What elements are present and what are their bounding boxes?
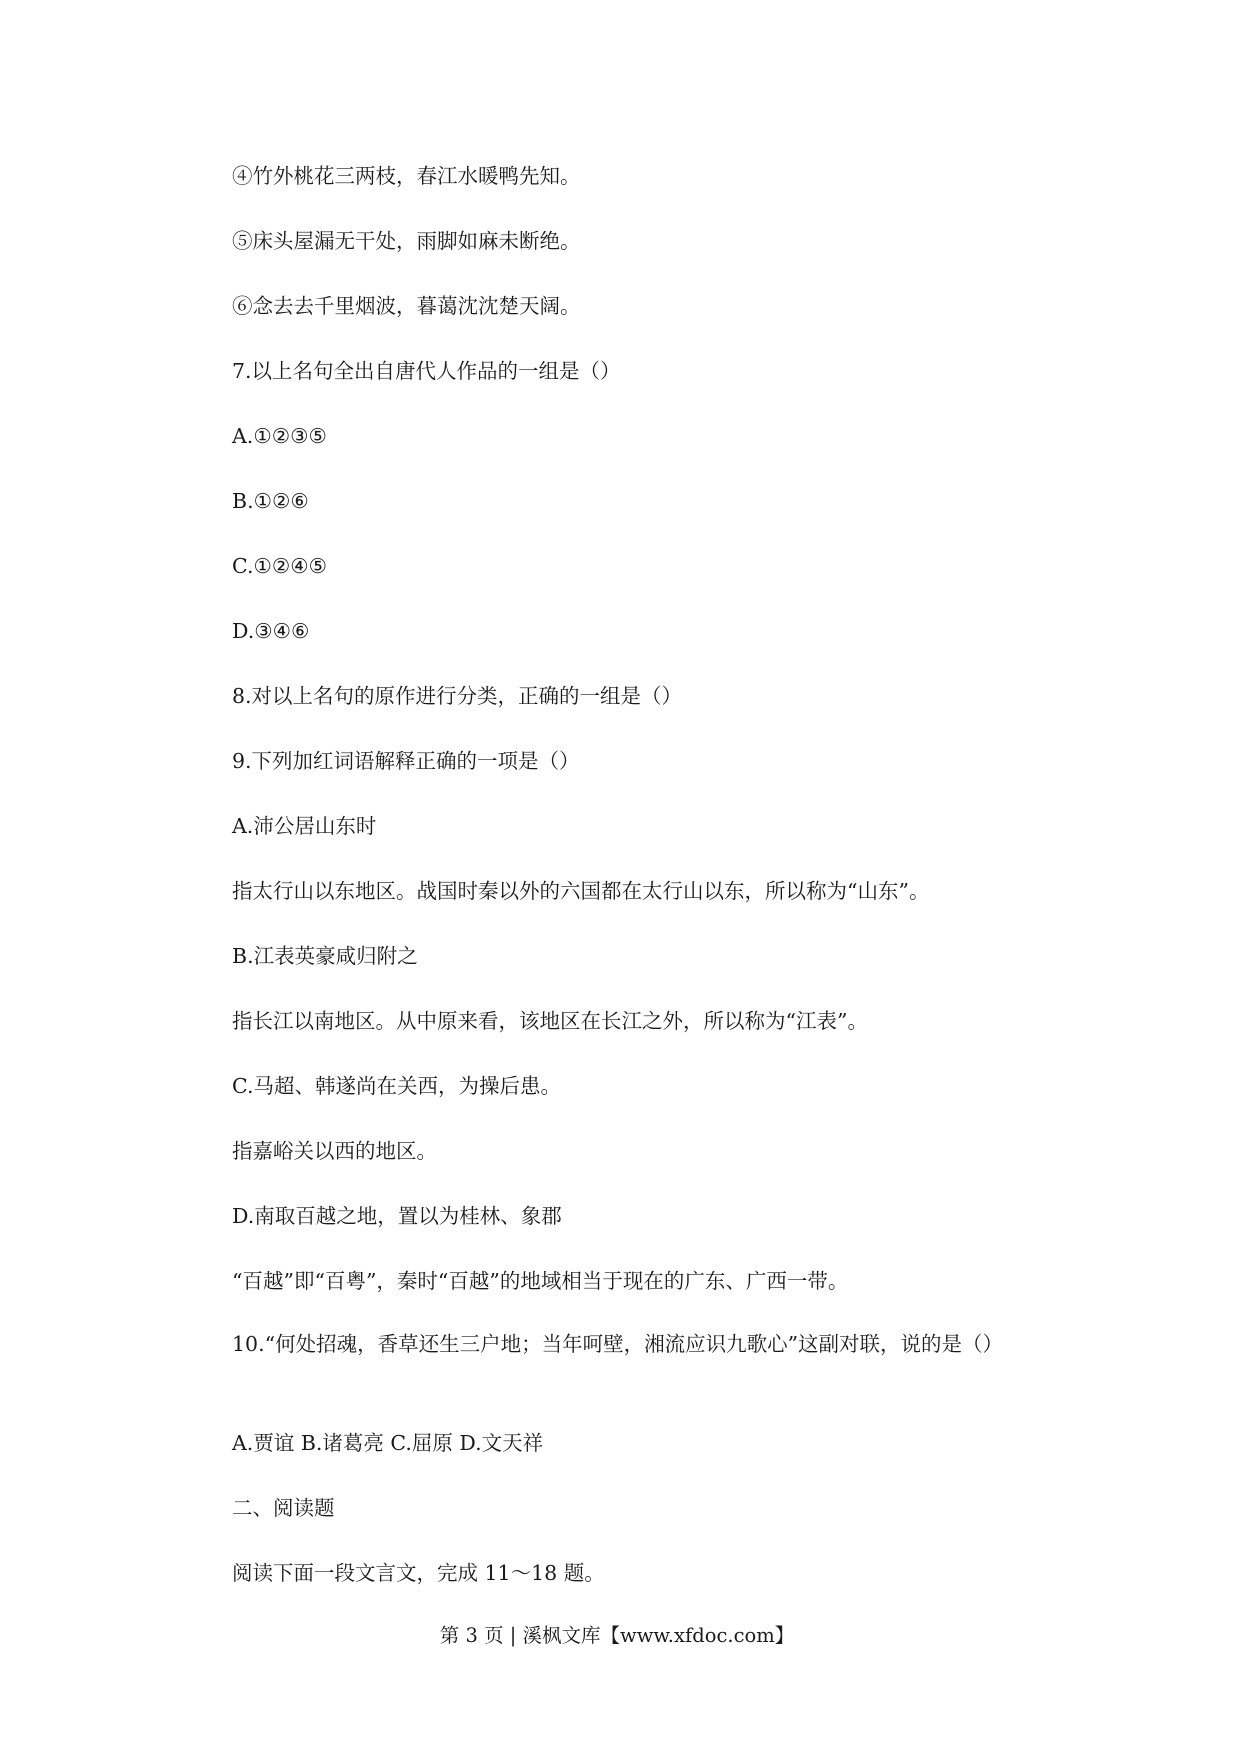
q9-option-b-explanation: 指长江以南地区。从中原来看，该地区在长江之外，所以称为“江表”。 [232, 1009, 868, 1033]
poem-line-5: ⑤床头屋漏无干处，雨脚如麻未断绝。 [232, 229, 581, 253]
q9-option-b: B.江表英豪咸归附之 [232, 944, 418, 968]
q9-option-c: C.马超、韩遂尚在关西，为操后患。 [232, 1074, 561, 1098]
section-heading-reading: 二、阅读题 [232, 1496, 335, 1520]
q10-options: A.贾谊 B.诸葛亮 C.屈原 D.文天祥 [232, 1431, 544, 1455]
q9-option-d-explanation: “百越”即“百粤”，秦时“百越”的地域相当于现在的广东、广西一带。 [232, 1269, 849, 1293]
q7-option-a: A.①②③⑤ [232, 424, 327, 448]
reading-instruction: 阅读下面一段文言文，完成 11～18 题。 [232, 1561, 605, 1585]
poem-line-4: ④竹外桃花三两枝，春江水暖鸭先知。 [232, 164, 581, 188]
q9-option-d: D.南取百越之地，置以为桂林、象郡 [232, 1204, 562, 1228]
poem-line-6: ⑥念去去千里烟波，暮蔼沈沈楚天阔。 [232, 294, 581, 318]
q9-option-a: A.沛公居山东时 [232, 814, 377, 838]
q7-option-d: D.③④⑥ [232, 619, 310, 643]
question-10: 10.“何处招魂，香草还生三户地；当年呵壁，湘流应识九歌心”这副对联，说的是（） [232, 1332, 1004, 1356]
q7-option-b: B.①②⑥ [232, 489, 309, 513]
q9-option-c-explanation: 指嘉峪关以西的地区。 [232, 1139, 437, 1163]
page-footer: 第 3 页 | 溪枫文库【www.xfdoc.com】 [439, 1624, 795, 1647]
q7-option-c: C.①②④⑤ [232, 554, 327, 578]
q9-option-a-explanation: 指太行山以东地区。战国时秦以外的六国都在太行山以东，所以称为“山东”。 [232, 879, 930, 903]
question-9: 9.下列加红词语解释正确的一项是（） [232, 749, 580, 773]
question-8: 8.对以上名句的原作进行分类，正确的一组是（） [232, 684, 683, 708]
question-7: 7.以上名句全出自唐代人作品的一组是（） [232, 359, 621, 383]
